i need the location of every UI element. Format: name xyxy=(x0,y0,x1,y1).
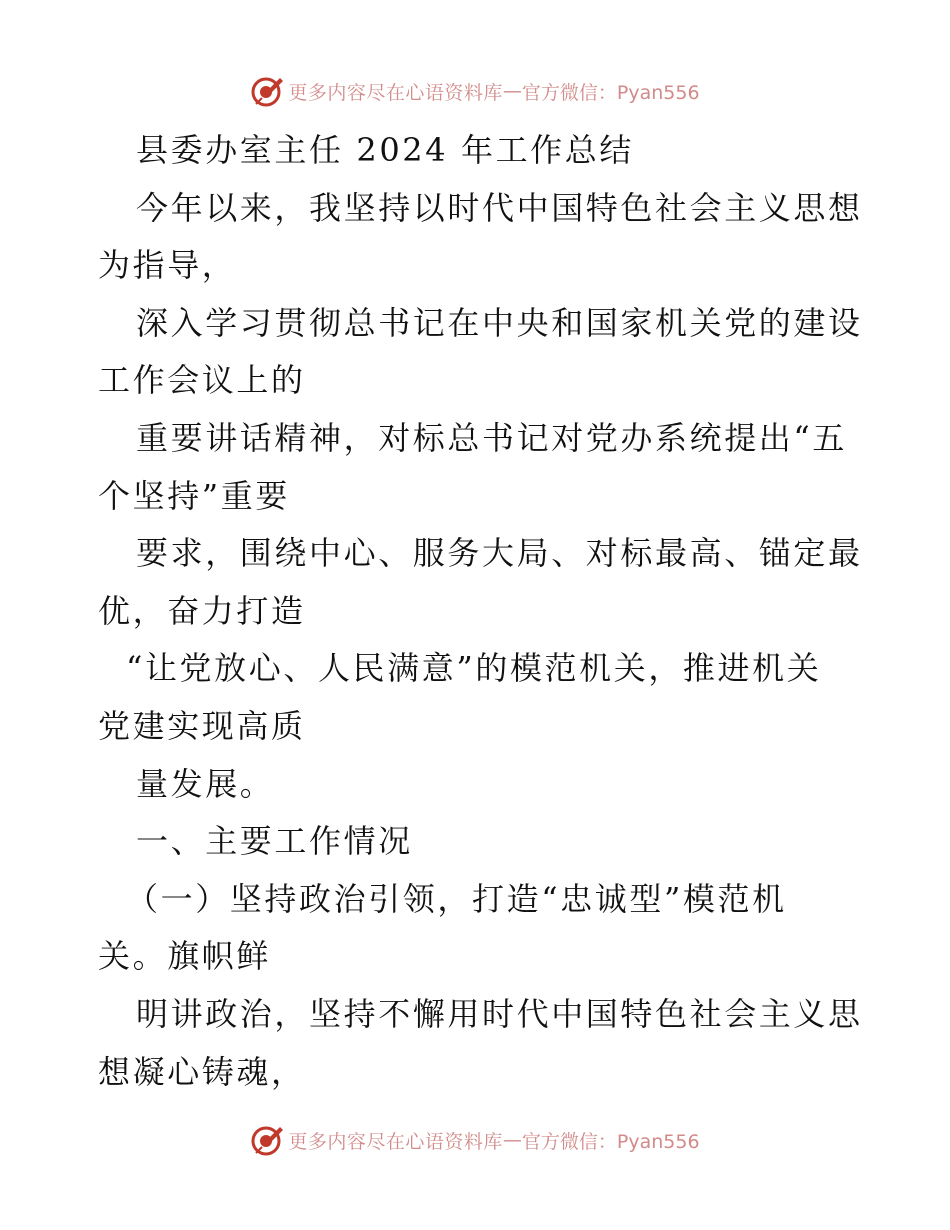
pen-circle-logo-icon xyxy=(250,1123,284,1157)
paragraph-line: 今年以来，我坚持以时代中国特色社会主义思想 xyxy=(136,188,863,227)
paragraph-line: 工作会议上的 xyxy=(98,361,306,400)
paragraph-line: 党建实现高质 xyxy=(98,706,306,745)
banner-text: 更多内容尽在心语资料库 xyxy=(288,81,503,104)
paragraph-line: 要求，围绕中心、服务大局、对标最高、锚定最 xyxy=(136,534,863,573)
paragraph-line: 优，奋力打造 xyxy=(98,591,306,630)
watermark-banner-top xyxy=(0,71,950,111)
paragraph-line: 量发展。 xyxy=(136,764,275,803)
banner-separator: — xyxy=(502,1129,522,1151)
paragraph-line: 个坚持”重要 xyxy=(98,476,290,515)
paragraph-line: 关。旗帜鲜 xyxy=(98,937,272,976)
document-body xyxy=(98,122,863,1101)
pen-circle-logo-icon xyxy=(250,74,284,108)
subsection-heading: （一）坚持政治引领，打造“忠诚型”模范机 xyxy=(126,879,787,918)
paragraph-line: 想凝心铸魂， xyxy=(98,1052,306,1091)
watermark-banner-bottom xyxy=(0,1120,950,1160)
paragraph-line: 为指导， xyxy=(98,246,237,285)
paragraph-line: 明讲政治，坚持不懈用时代中国特色社会主义思 xyxy=(136,994,863,1033)
paragraph-line: “让党放心、人民满意”的模范机关，推进机关 xyxy=(126,649,822,688)
banner-wechat: 官方微信：Pyan556 xyxy=(521,81,700,104)
document-title: 县委办室主任 2024 年工作总结 xyxy=(136,131,634,169)
banner-text: 更多内容尽在心语资料库 xyxy=(288,1130,503,1153)
paragraph-line: 重要讲话精神，对标总书记对党办系统提出“五 xyxy=(136,418,847,457)
banner-wechat: 官方微信：Pyan556 xyxy=(521,1130,700,1153)
paragraph-line: 深入学习贯彻总书记在中央和国家机关党的建设 xyxy=(136,303,863,342)
section-heading: 一、主要工作情况 xyxy=(136,822,413,861)
banner-separator: — xyxy=(502,80,522,102)
